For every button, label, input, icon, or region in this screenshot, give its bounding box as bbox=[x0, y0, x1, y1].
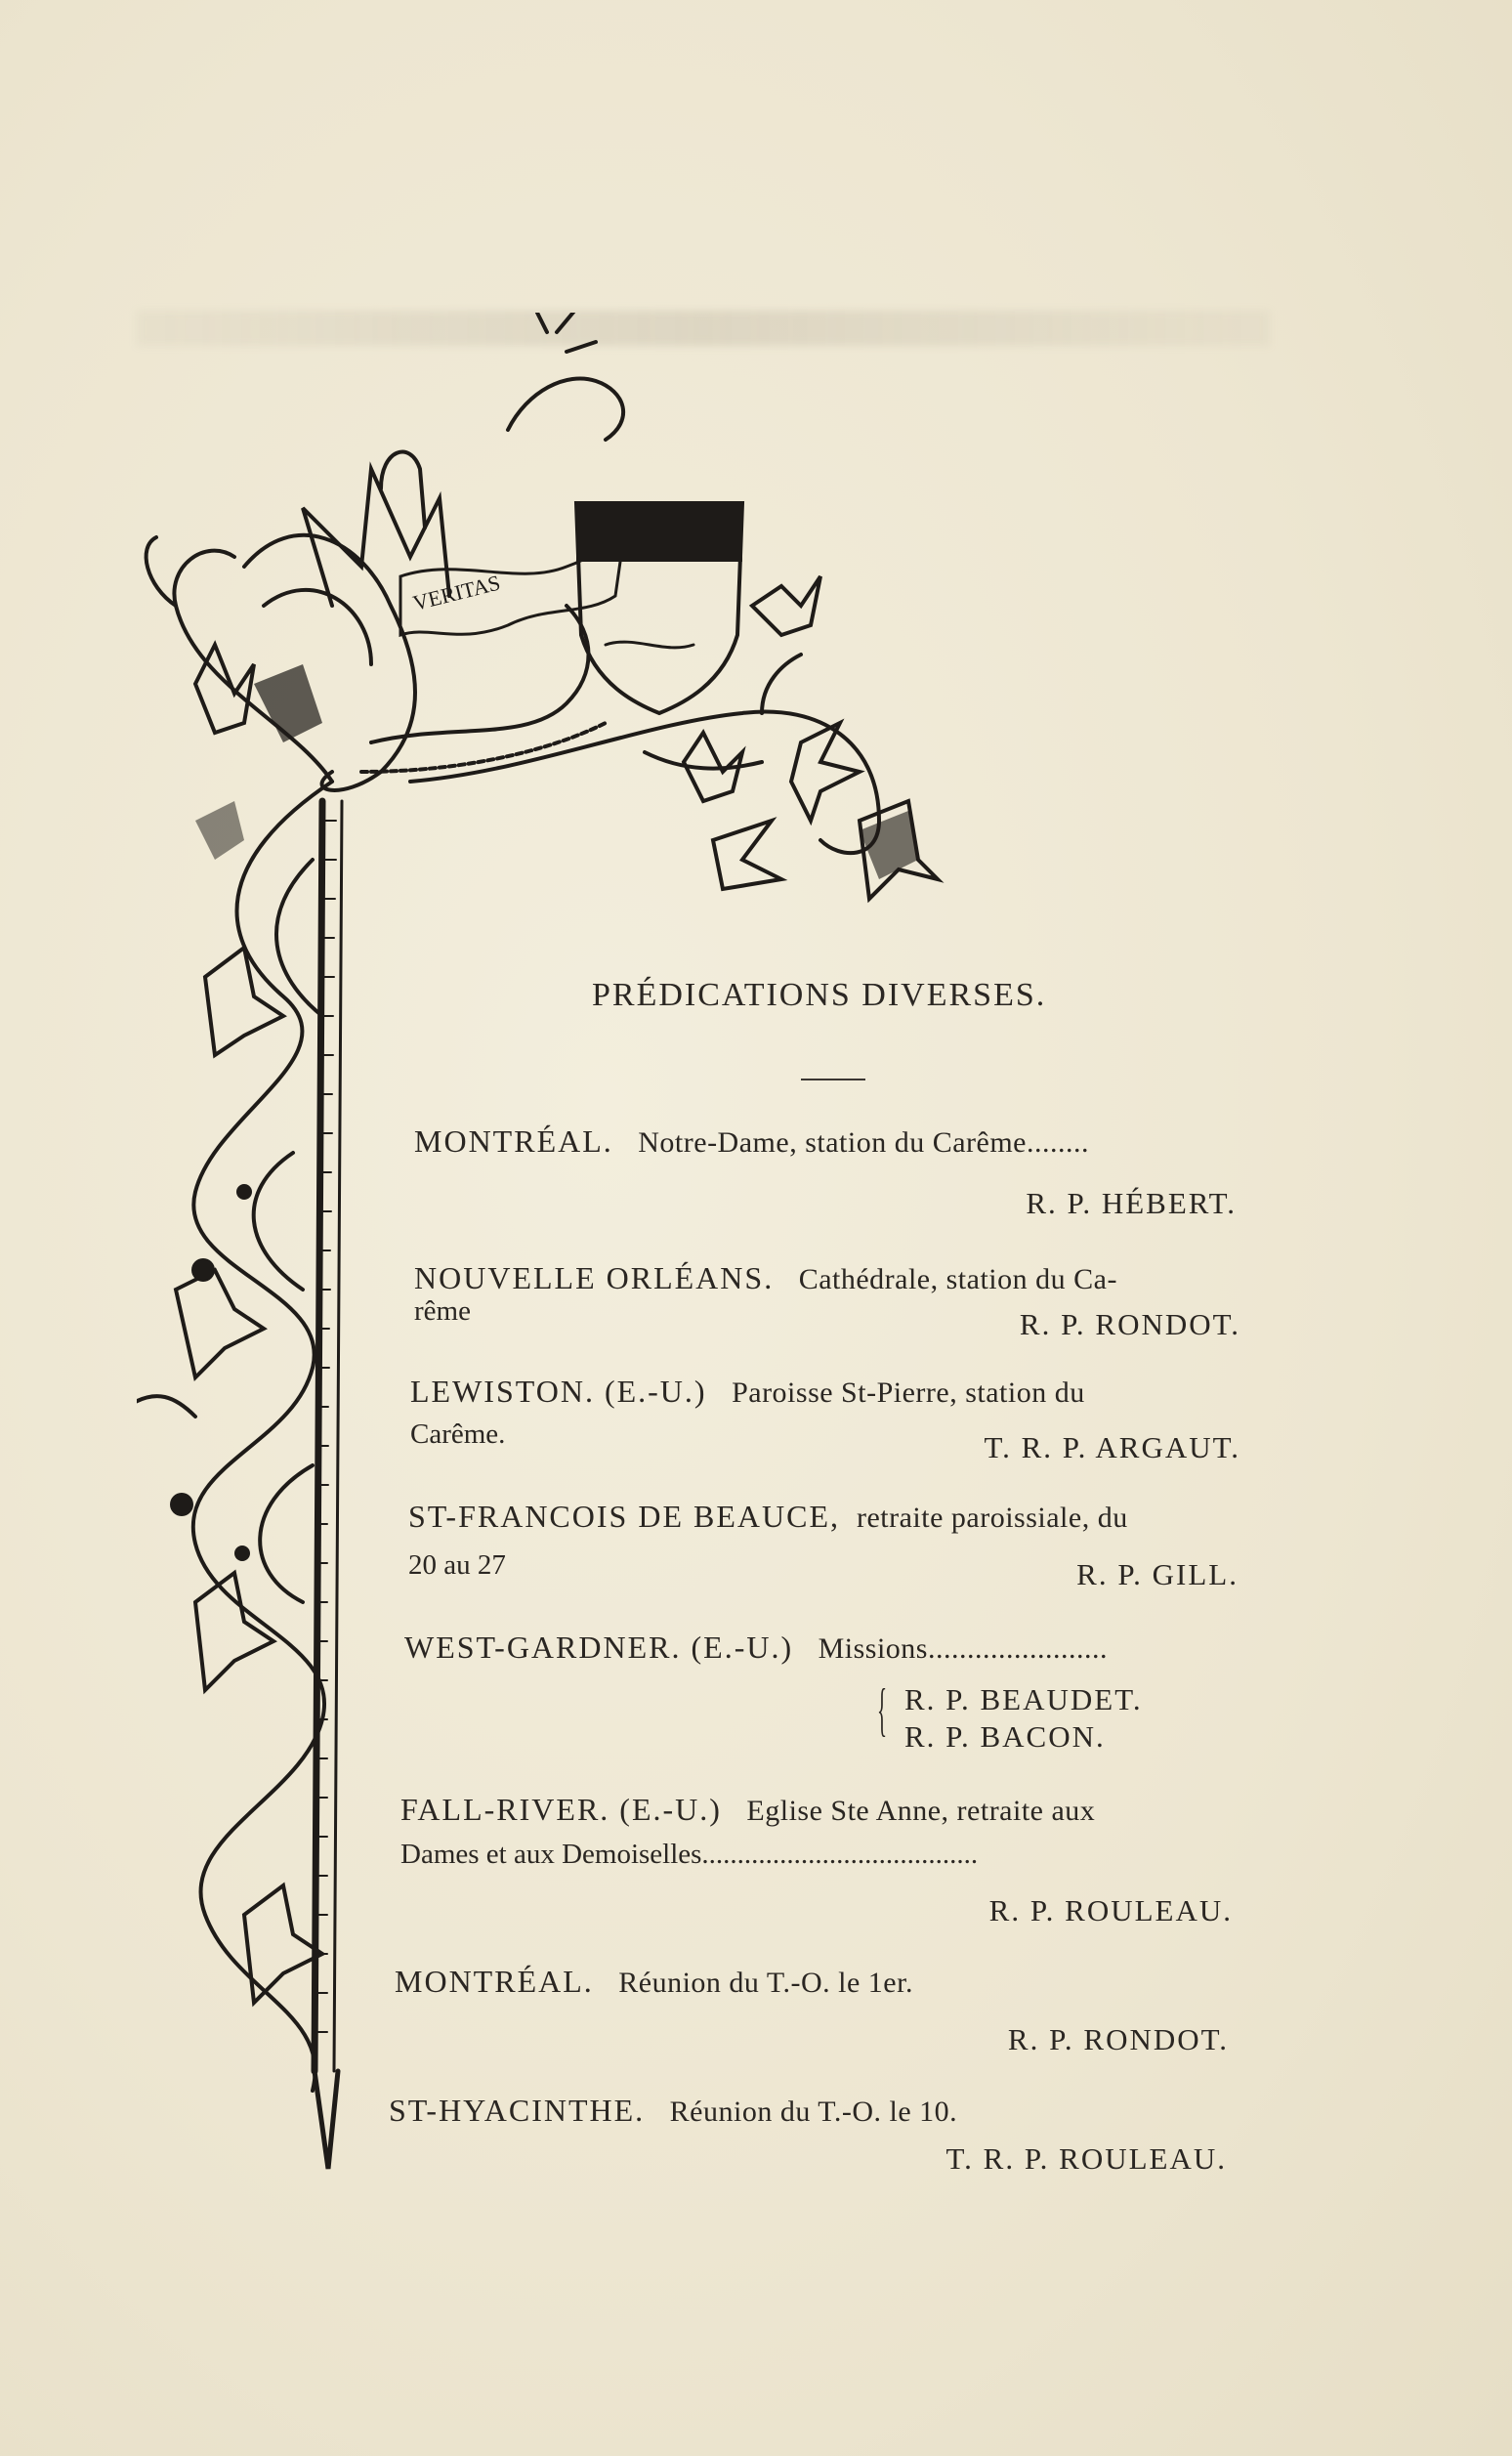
entry-place: LEWISTON. (E.-U.) bbox=[410, 1374, 707, 1409]
entry-description: Cathédrale, station du Ca- bbox=[798, 1263, 1117, 1295]
entry-preacher: R. P. HÉBERT. bbox=[1026, 1186, 1237, 1220]
entry-place: NOUVELLE ORLÉANS. bbox=[414, 1260, 775, 1295]
entry-continuation: Dames et aux Demoiselles....................................... bbox=[400, 1839, 979, 1870]
entry-description: retraite paroissiale, du bbox=[856, 1502, 1128, 1534]
entry-preacher: T. R. P. ARGAUT. bbox=[984, 1430, 1240, 1464]
entry-place: MONTRÉAL. bbox=[395, 1964, 594, 1999]
entry-preacher: R. P. ROULEAU. bbox=[988, 1893, 1233, 1927]
entry-place: WEST-GARDNER. (E.-U.) bbox=[404, 1630, 794, 1665]
entry-preacher: R. P. GILL. bbox=[1076, 1557, 1239, 1591]
entry-continuation: rême bbox=[414, 1295, 471, 1327]
entry-place: FALL-RIVER. (E.-U.) bbox=[400, 1792, 722, 1827]
entry-place: ST-FRANCOIS DE BEAUCE, bbox=[408, 1499, 840, 1534]
motto-text: VERITAS bbox=[410, 570, 503, 615]
page-title: PRÉDICATIONS DIVERSES. bbox=[592, 977, 1047, 1013]
entry-description: Eglise Ste Anne, retraite aux bbox=[746, 1795, 1096, 1827]
entry-description: Missions....................... bbox=[818, 1632, 1108, 1665]
entry-preacher-2: R. P. BACON. bbox=[904, 1719, 1106, 1754]
entry-continuation: 20 au 27 bbox=[408, 1549, 506, 1581]
entry-description: Réunion du T.-O. le 1er. bbox=[618, 1967, 913, 1999]
entry-description: Réunion du T.-O. le 10. bbox=[669, 2096, 958, 2128]
entry-place: MONTRÉAL. bbox=[414, 1123, 613, 1159]
entry-preacher: T. R. P. ROULEAU. bbox=[945, 2141, 1227, 2176]
entry-description: Notre-Dame, station du Carême........ bbox=[638, 1126, 1089, 1159]
entry-preacher-1: R. P. BEAUDET. bbox=[904, 1682, 1143, 1716]
entry-preacher: R. P. RONDOT. bbox=[1007, 2022, 1229, 2056]
preacher-brace: { bbox=[877, 1677, 888, 1742]
entry-description: Paroisse St-Pierre, station du bbox=[732, 1376, 1085, 1409]
entry-preacher: R. P. RONDOT. bbox=[1019, 1307, 1240, 1341]
entry-continuation: Carême. bbox=[410, 1419, 506, 1450]
floral-border-icon bbox=[137, 313, 996, 2179]
entry-place: ST-HYACINTHE. bbox=[389, 2093, 646, 2128]
title-divider bbox=[801, 1079, 865, 1080]
